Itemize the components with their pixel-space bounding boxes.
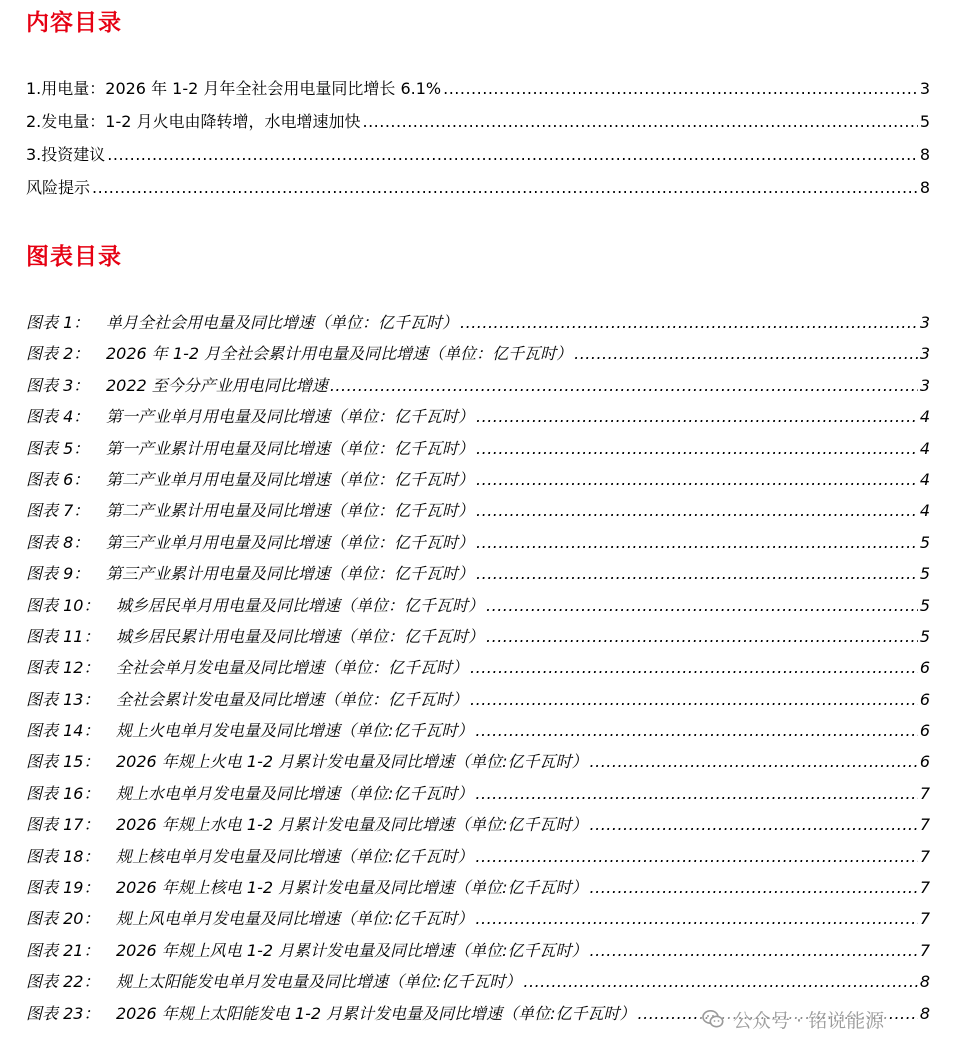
- figure-entry-number: 图表 16：: [26, 783, 100, 803]
- toc-entry[interactable]: [26, 105, 930, 138]
- dot-leader: [523, 966, 917, 997]
- figure-entry-page: 6: [919, 689, 930, 709]
- figure-entry-page: 7: [919, 815, 930, 835]
- figure-entry-label: 城乡居民单月用电量及同比增速（单位：亿千瓦时）: [116, 595, 485, 615]
- figure-entry[interactable]: [26, 652, 930, 683]
- toc-entry-label: 1.用电量：2026 年 1-2 月年全社会用电量同比增长 6.1%: [26, 79, 442, 98]
- figure-entry[interactable]: [26, 935, 930, 966]
- figure-entry-number: 图表 12：: [26, 658, 100, 678]
- figure-entry-page: 5: [919, 595, 930, 615]
- figure-entry-page: 4: [919, 469, 930, 489]
- figure-entry-label: 2026 年规上核电 1-2 月累计发电量及同比增速（单位:亿千瓦时）: [116, 878, 588, 898]
- dot-leader: [486, 621, 918, 652]
- figure-entry[interactable]: [26, 370, 930, 401]
- dot-leader: [590, 809, 918, 840]
- figure-entry-page: 7: [919, 909, 930, 929]
- toc-entry-page: 5: [919, 112, 930, 131]
- figure-entry-number: 图表 21：: [26, 940, 100, 960]
- toc-entry[interactable]: [26, 138, 930, 171]
- toc-entry-label: 3.投资建议: [26, 145, 106, 164]
- dot-leader: [476, 527, 918, 558]
- figure-entry-page: 5: [919, 564, 930, 584]
- dot-leader: [475, 841, 917, 872]
- figure-entry-label: 2026 年 1-2 月全社会累计用电量及同比增速（单位：亿千瓦时）: [106, 344, 573, 364]
- figure-entry[interactable]: [26, 966, 930, 997]
- dot-leader: [590, 872, 918, 903]
- dot-leader: [475, 715, 917, 746]
- figure-list: [26, 307, 930, 1029]
- figure-entry[interactable]: [26, 527, 930, 558]
- figure-entry-number: 图表 5：: [26, 438, 90, 458]
- dot-leader: [460, 307, 918, 338]
- figure-entry-label: 规上太阳能发电单月发电量及同比增速（单位:亿千瓦时）: [116, 972, 522, 992]
- dot-leader: [590, 746, 918, 777]
- figure-entry-number: 图表 18：: [26, 846, 100, 866]
- toc-entry-page: 8: [919, 145, 930, 164]
- figure-entry-label: 规上水电单月发电量及同比增速（单位:亿千瓦时）: [116, 783, 474, 803]
- dot-leader: [476, 558, 918, 589]
- figure-entry-label: 全社会累计发电量及同比增速（单位：亿千瓦时）: [116, 689, 469, 709]
- dot-leader: [574, 338, 918, 369]
- toc-entry-label: 风险提示: [26, 178, 91, 197]
- dot-leader: [476, 464, 918, 495]
- toc-entry-label: 2.发电量：1-2 月火电由降转增，水电增速加快: [26, 112, 361, 131]
- figure-entry[interactable]: [26, 495, 930, 526]
- figure-entry-label: 第三产业累计用电量及同比增速（单位：亿千瓦时）: [106, 564, 475, 584]
- figure-entry-number: 图表 8：: [26, 532, 90, 552]
- figure-entry[interactable]: [26, 809, 930, 840]
- figure-entry[interactable]: [26, 464, 930, 495]
- toc-entry-page: 8: [919, 178, 930, 197]
- figure-entry[interactable]: [26, 307, 930, 338]
- toc-heading: 内容目录: [26, 10, 122, 36]
- figure-entry-label: 城乡居民累计用电量及同比增速（单位：亿千瓦时）: [116, 626, 485, 646]
- figure-entry-label: 第二产业累计用电量及同比增速（单位：亿千瓦时）: [106, 501, 475, 521]
- figure-entry-page: 3: [919, 375, 930, 395]
- figure-entry-page: 8: [919, 972, 930, 992]
- figure-entry[interactable]: [26, 433, 930, 464]
- figure-entry-page: 6: [919, 658, 930, 678]
- figure-entry-number: 图表 17：: [26, 815, 100, 835]
- figure-entry-page: 8: [919, 1003, 930, 1023]
- figure-entry-number: 图表 13：: [26, 689, 100, 709]
- figure-entry-page: 7: [919, 846, 930, 866]
- figure-entry-page: 6: [919, 721, 930, 741]
- figure-entry-label: 规上风电单月发电量及同比增速（单位:亿千瓦时）: [116, 909, 474, 929]
- figure-entry-label: 第一产业累计用电量及同比增速（单位：亿千瓦时）: [106, 438, 475, 458]
- figure-entry-page: 3: [919, 313, 930, 332]
- figure-entry-page: 3: [919, 344, 930, 364]
- figure-entry[interactable]: [26, 778, 930, 809]
- figure-entry[interactable]: [26, 715, 930, 746]
- watermark-text: 公众号 · 铭说能源: [733, 1009, 885, 1032]
- figure-entry[interactable]: [26, 841, 930, 872]
- figure-entry[interactable]: [26, 338, 930, 369]
- figure-entry-label: 单月全社会用电量及同比增速（单位：亿千瓦时）: [106, 313, 459, 332]
- dot-leader: [476, 401, 918, 432]
- toc-entry-page: 3: [919, 79, 930, 98]
- dot-leader: [470, 684, 918, 715]
- dot-leader: [475, 778, 917, 809]
- figure-entry-number: 图表 3：: [26, 375, 90, 395]
- figure-entry-label: 2026 年规上太阳能发电 1-2 月累计发电量及同比增速（单位:亿千瓦时）: [116, 1003, 636, 1023]
- dot-leader: [107, 138, 918, 171]
- figure-entry-number: 图表 20：: [26, 909, 100, 929]
- figure-entry-page: 7: [919, 878, 930, 898]
- wechat-icon: [701, 1007, 725, 1031]
- figure-entry-label: 规上火电单月发电量及同比增速（单位:亿千瓦时）: [116, 721, 474, 741]
- dot-leader: [470, 652, 918, 683]
- figure-entry-number: 图表 23：: [26, 1003, 100, 1023]
- figure-entry-label: 2022 至今分产业用电同比增速: [106, 375, 328, 395]
- figure-entry-number: 图表 7：: [26, 501, 90, 521]
- dot-leader: [92, 171, 918, 204]
- dot-leader: [475, 903, 917, 934]
- figure-entry[interactable]: [26, 401, 930, 432]
- figure-entry-number: 图表 15：: [26, 752, 100, 772]
- figure-entry[interactable]: [26, 621, 930, 652]
- figure-entry-page: 7: [919, 940, 930, 960]
- figure-entry-number: 图表 1：: [26, 313, 90, 332]
- figure-list-heading: 图表目录: [26, 244, 122, 270]
- dot-leader: [486, 590, 918, 621]
- figure-entry-page: 4: [919, 501, 930, 521]
- figure-entry-number: 图表 22：: [26, 972, 100, 992]
- toc-entry[interactable]: [26, 72, 930, 105]
- figure-entry-label: 全社会单月发电量及同比增速（单位：亿千瓦时）: [116, 658, 469, 678]
- figure-entry-page: 4: [919, 438, 930, 458]
- figure-entry-page: 7: [919, 783, 930, 803]
- figure-entry-number: 图表 11：: [26, 626, 100, 646]
- figure-entry-label: 第三产业单月用电量及同比增速（单位：亿千瓦时）: [106, 532, 475, 552]
- dot-leader: [476, 433, 918, 464]
- dot-leader: [476, 495, 918, 526]
- figure-entry[interactable]: [26, 684, 930, 715]
- toc-list: [26, 72, 930, 204]
- dot-leader: [590, 935, 918, 966]
- dot-leader: [363, 105, 918, 138]
- dot-leader: [330, 370, 918, 401]
- figure-entry-number: 图表 14：: [26, 721, 100, 741]
- dot-leader: [443, 72, 918, 105]
- figure-entry[interactable]: [26, 903, 930, 934]
- figure-entry-label: 第一产业单月用电量及同比增速（单位：亿千瓦时）: [106, 407, 475, 427]
- figure-entry-number: 图表 6：: [26, 469, 90, 489]
- figure-entry-number: 图表 9：: [26, 564, 90, 584]
- figure-entry-label: 规上核电单月发电量及同比增速（单位:亿千瓦时）: [116, 846, 474, 866]
- figure-entry[interactable]: [26, 558, 930, 589]
- figure-entry-number: 图表 10：: [26, 595, 100, 615]
- figure-entry-number: 图表 4：: [26, 407, 90, 427]
- figure-entry-label: 2026 年规上风电 1-2 月累计发电量及同比增速（单位:亿千瓦时）: [116, 940, 588, 960]
- figure-entry-number: 图表 19：: [26, 878, 100, 898]
- figure-entry-page: 5: [919, 532, 930, 552]
- watermark: [697, 1001, 888, 1037]
- figure-entry-label: 2026 年规上火电 1-2 月累计发电量及同比增速（单位:亿千瓦时）: [116, 752, 588, 772]
- figure-entry[interactable]: [26, 872, 930, 903]
- figure-entry[interactable]: [26, 746, 930, 777]
- figure-entry-page: 4: [919, 407, 930, 427]
- toc-entry[interactable]: [26, 171, 930, 204]
- figure-entry-number: 图表 2：: [26, 344, 90, 364]
- figure-entry-page: 5: [919, 626, 930, 646]
- figure-entry-page: 6: [919, 752, 930, 772]
- figure-entry[interactable]: [26, 590, 930, 621]
- figure-entry-label: 第二产业单月用电量及同比增速（单位：亿千瓦时）: [106, 469, 475, 489]
- figure-entry-label: 2026 年规上水电 1-2 月累计发电量及同比增速（单位:亿千瓦时）: [116, 815, 588, 835]
